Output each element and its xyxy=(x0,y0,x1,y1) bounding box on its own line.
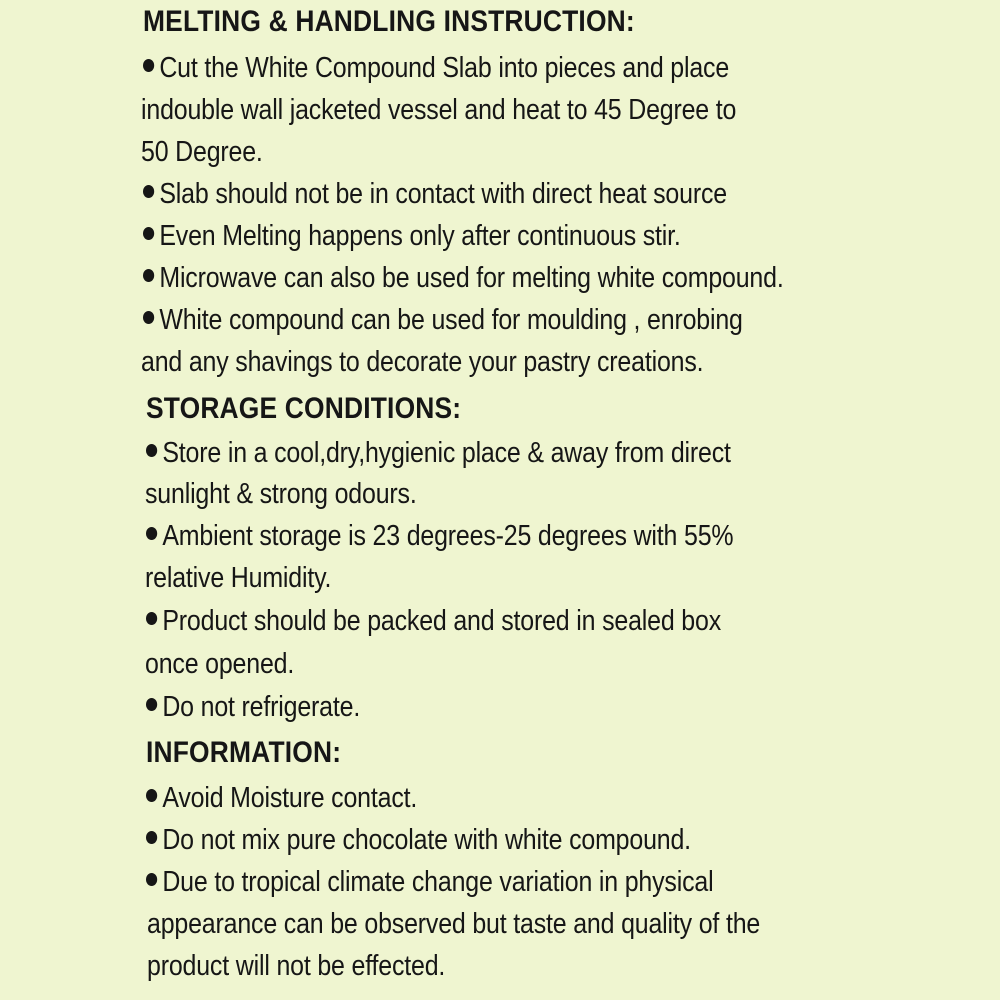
bullet-icon xyxy=(146,612,157,625)
melting-item-1-line-3: 50 Degree. xyxy=(141,136,263,168)
storage-item-4: Do not refrigerate. xyxy=(146,693,360,722)
storage-item-2-line-2: relative Humidity. xyxy=(145,562,332,594)
bullet-icon xyxy=(146,527,157,540)
bullet-icon xyxy=(146,444,157,457)
section-heading-storage: STORAGE CONDITIONS: xyxy=(146,392,462,425)
storage-item-3-line-1: Product should be packed and stored in sealed box xyxy=(146,607,721,636)
bullet-icon xyxy=(143,311,154,324)
bullet-icon xyxy=(146,873,157,886)
melting-item-4: Microwave can also be used for melting white compound. xyxy=(143,264,784,293)
section-heading-melting: MELTING & HANDLING INSTRUCTION: xyxy=(143,5,635,38)
storage-item-1-line-2: sunlight & strong odours. xyxy=(145,478,417,510)
bullet-icon xyxy=(143,227,154,240)
melting-item-1-line-1: Cut the White Compound Slab into pieces and place xyxy=(143,54,729,83)
information-item-1: Avoid Moisture contact. xyxy=(146,784,417,813)
information-item-3-line-1: Due to tropical climate change variation in physical xyxy=(146,868,713,897)
bullet-icon xyxy=(146,698,157,711)
bullet-icon xyxy=(146,831,157,844)
bullet-icon xyxy=(143,59,154,72)
bullet-icon xyxy=(146,789,157,802)
bullet-icon xyxy=(143,185,154,198)
melting-item-1-line-2: indouble wall jacketed vessel and heat to 45 Degree to xyxy=(141,94,737,126)
storage-item-2-line-1: Ambient storage is 23 degrees-25 degrees with 55% xyxy=(146,522,733,551)
melting-item-2: Slab should not be in contact with direct heat source xyxy=(143,180,727,209)
melting-item-5-line-1: White compound can be used for moulding , enrobing xyxy=(143,306,743,335)
section-heading-information: INFORMATION: xyxy=(146,736,342,769)
bullet-icon xyxy=(143,269,154,282)
storage-item-1-line-1: Store in a cool,dry,hygienic place & away from direct xyxy=(146,439,731,468)
storage-item-3-line-2: once opened. xyxy=(145,648,295,680)
melting-item-3: Even Melting happens only after continuous stir. xyxy=(143,222,681,251)
information-item-3-line-3: product will not be effected. xyxy=(147,950,446,982)
information-item-3-line-2: appearance can be observed but taste and quality of the xyxy=(147,908,761,940)
melting-item-5-line-2: and any shavings to decorate your pastry creations. xyxy=(141,346,704,378)
information-item-2: Do not mix pure chocolate with white compound. xyxy=(146,826,691,855)
